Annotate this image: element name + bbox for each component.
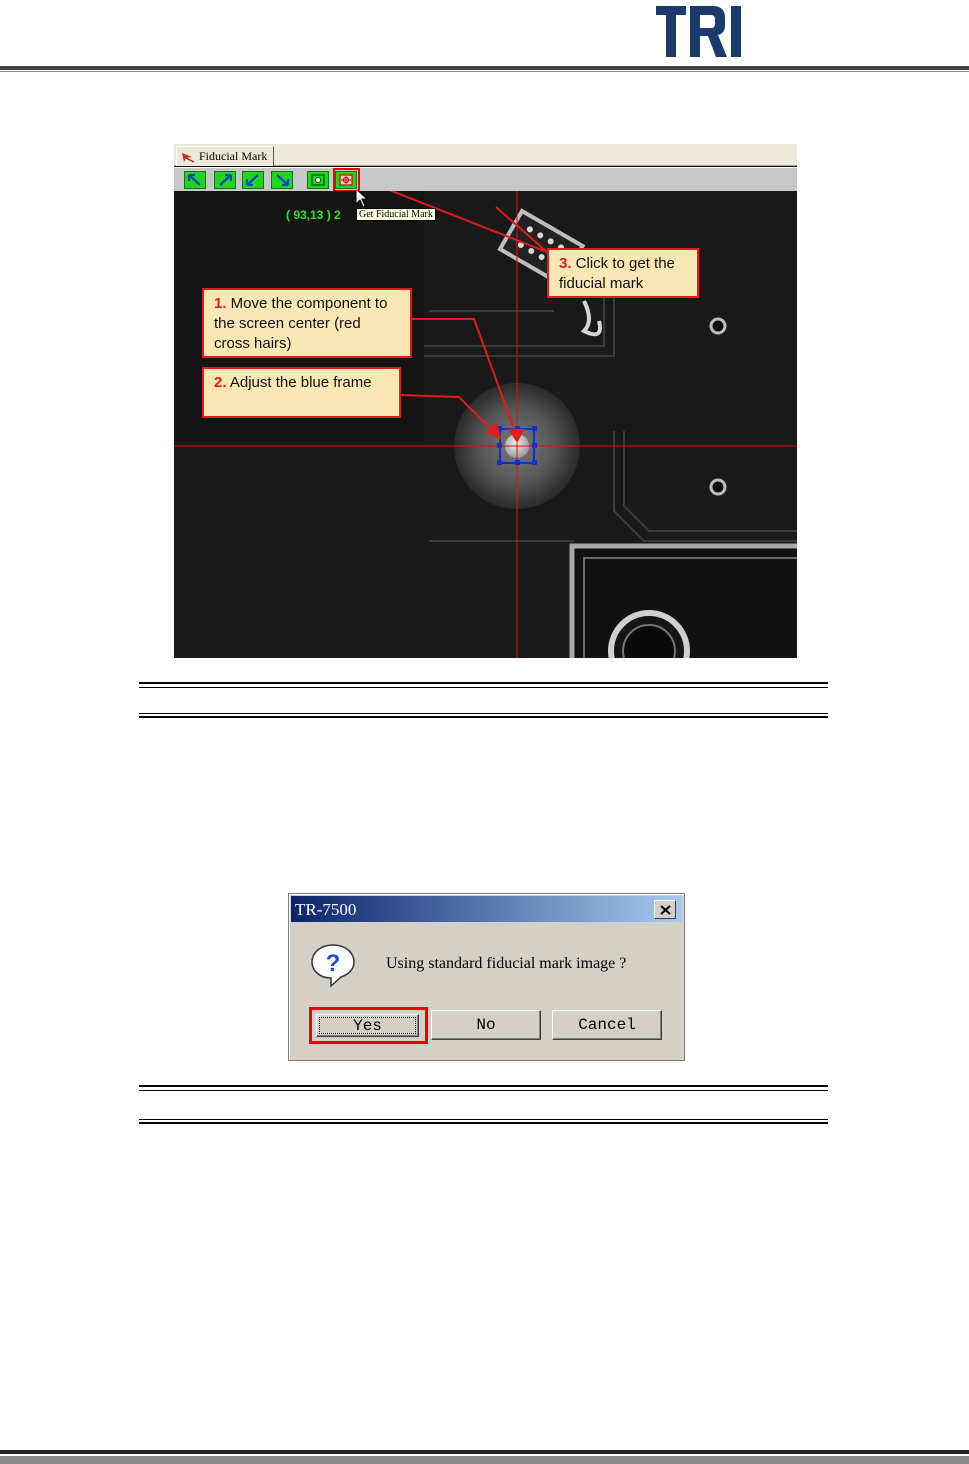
separator-rule-thin <box>139 687 828 688</box>
tab-label: Fiducial Mark <box>199 149 268 163</box>
header-rule-thin <box>0 71 969 72</box>
separator-rule-thin <box>139 713 828 714</box>
arrow-down-left-icon[interactable] <box>242 171 264 189</box>
tab-bar <box>174 144 797 166</box>
toolbar <box>174 167 797 191</box>
callout-step-1 <box>202 288 412 358</box>
svg-text:?: ? <box>325 950 341 977</box>
fiducial-mark-screenshot <box>174 144 797 658</box>
header-rule <box>0 66 969 70</box>
separator-rule <box>139 682 828 684</box>
callout-number: 3. <box>559 255 572 272</box>
callout-text: Click to get the fiducial mark <box>559 255 675 292</box>
tooltip-get-fiducial-mark: Get Fiducial Mark <box>356 208 436 221</box>
callout-number: 2. <box>214 374 227 391</box>
callout-text: Adjust the blue frame <box>226 374 372 391</box>
get-fiducial-mark-highlight <box>333 168 360 192</box>
footer-band <box>0 1456 969 1464</box>
callout-text: Move the component to the screen center (red cross hairs) <box>214 295 388 352</box>
center-box-icon[interactable] <box>307 171 329 189</box>
separator-rule <box>139 1085 828 1087</box>
callout-step-3 <box>547 248 699 298</box>
fiducial-tab-icon <box>181 151 195 163</box>
callout-number: 1. <box>214 295 227 312</box>
no-button[interactable]: No <box>431 1010 541 1040</box>
separator-rule-thin <box>139 1090 828 1091</box>
yes-button[interactable]: Yes <box>316 1014 419 1037</box>
tab-fiducial-mark[interactable] <box>176 146 274 166</box>
tri-logo <box>655 4 755 60</box>
camera-view <box>174 191 797 658</box>
separator-rule <box>139 716 828 718</box>
close-icon <box>660 905 671 915</box>
dialog-title: TR-7500 <box>295 900 357 919</box>
arrow-down-right-icon[interactable] <box>271 171 293 189</box>
arrow-up-right-icon[interactable] <box>214 171 236 189</box>
separator-rule <box>139 1122 828 1124</box>
footer-rule <box>0 1450 969 1454</box>
tr7500-dialog <box>288 893 685 1061</box>
close-button[interactable] <box>654 900 676 919</box>
callout-step-2 <box>202 367 401 418</box>
large-pad <box>572 546 797 658</box>
via-hole <box>711 480 725 494</box>
arrow-up-left-icon[interactable] <box>184 171 206 189</box>
question-icon <box>309 942 357 988</box>
cancel-button[interactable]: Cancel <box>552 1010 662 1040</box>
via-hole <box>711 319 725 333</box>
dialog-message: Using standard fiducial mark image ? <box>386 955 627 972</box>
separator-rule-thin <box>139 1119 828 1120</box>
yes-highlight <box>309 1007 428 1044</box>
dialog-titlebar <box>291 896 682 922</box>
coordinate-readout: ( 93,13 ) 2 <box>286 208 341 222</box>
